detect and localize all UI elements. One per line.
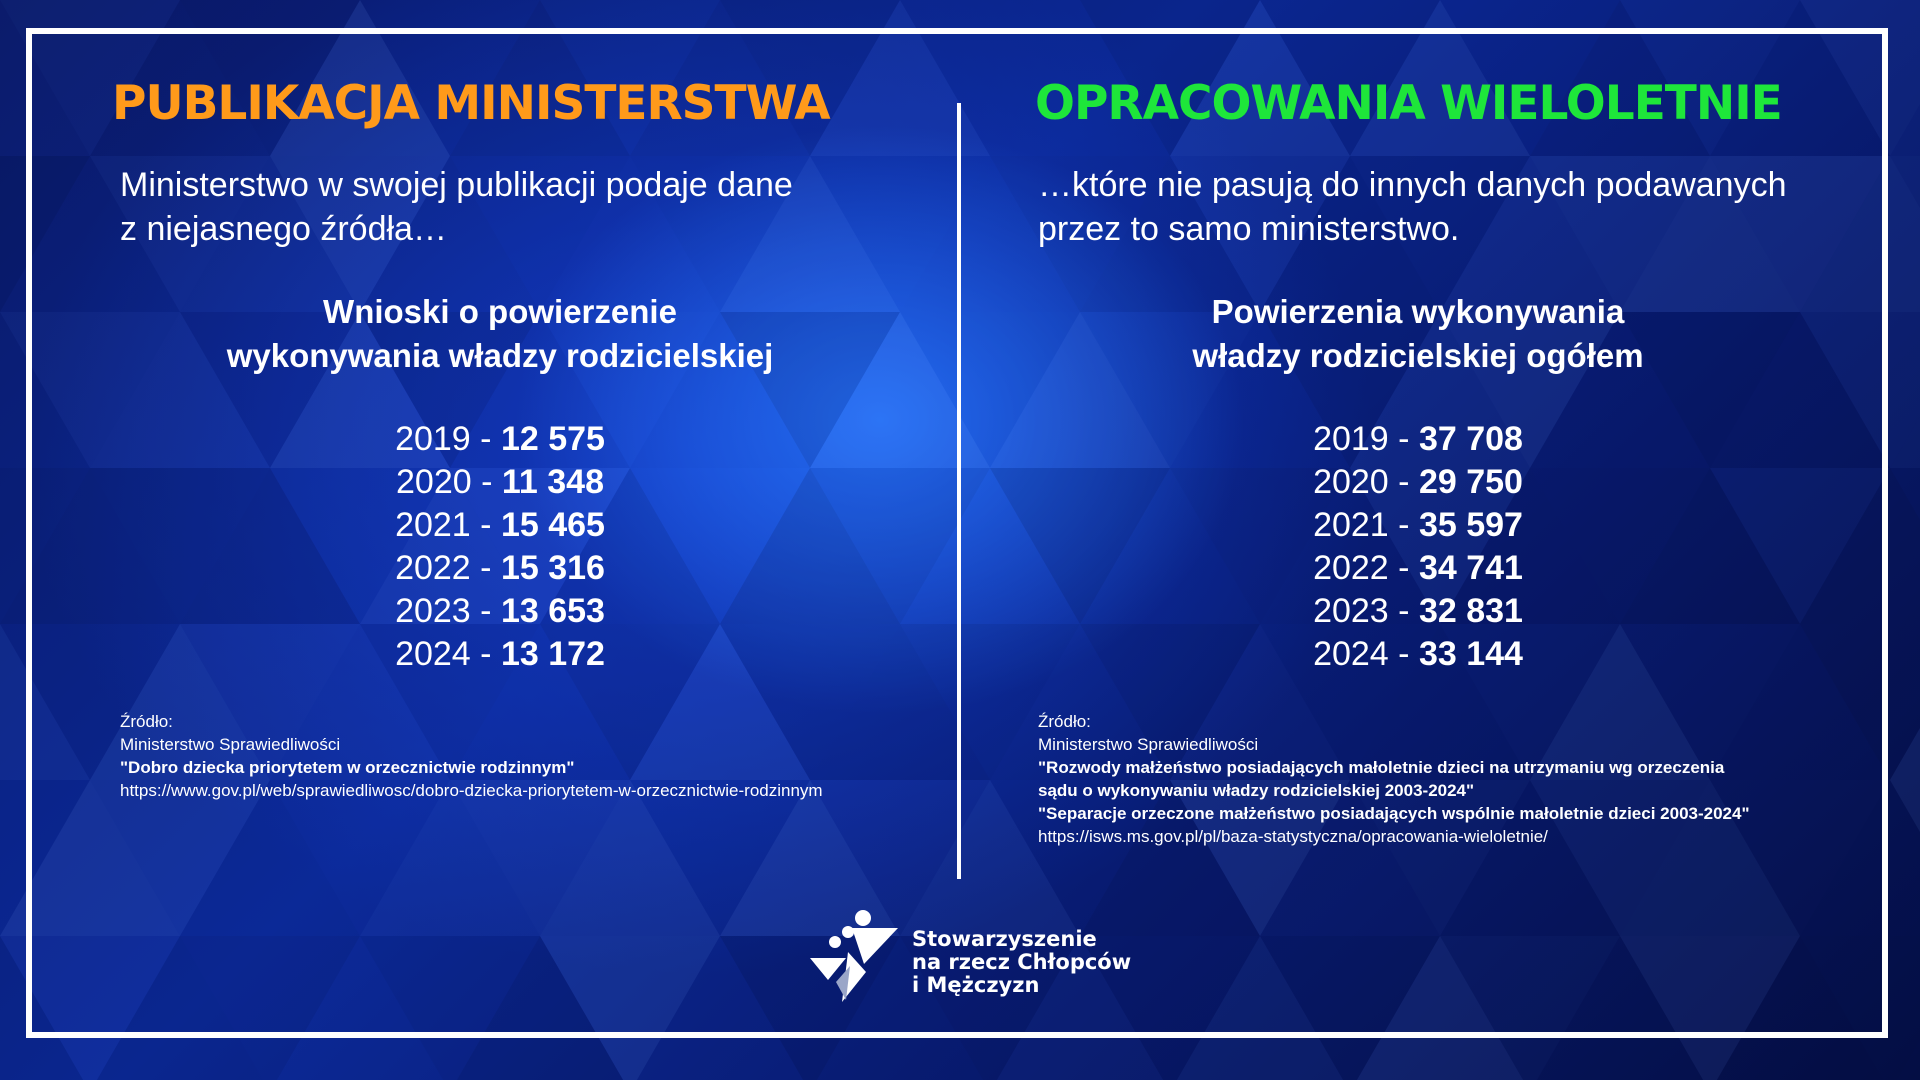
source-url[interactable]: https://isws.ms.gov.pl/pl/baza-statystyczna/opracowania-wieloletnie/ (1038, 827, 1548, 846)
year-row (100, 461, 900, 504)
right-source (1038, 710, 1838, 848)
year-row (1018, 547, 1818, 590)
year-label: 2020 (396, 463, 472, 501)
left-intro (120, 163, 920, 251)
column-divider (957, 103, 961, 879)
source-url[interactable]: https://www.gov.pl/web/sprawiedliwosc/dobro-dziecka-priorytetem-w-orzecznictwie-rodzinnym (120, 781, 823, 800)
year-label: 2023 (395, 592, 471, 630)
year-row (1018, 504, 1818, 547)
year-value: 34 741 (1418, 549, 1523, 587)
year-value: 13 172 (500, 635, 605, 673)
source-title: sądu o wykonywaniu władzy rodzicielskiej 2003-2024" (1038, 781, 1475, 800)
year-row (1018, 418, 1818, 461)
year-value: 33 144 (1418, 635, 1523, 673)
right-intro-line: …które nie pasują do innych danych podawanych (1038, 166, 1787, 204)
year-value: 11 348 (501, 463, 604, 501)
year-row (100, 547, 900, 590)
separator: - (1398, 592, 1410, 630)
left-subtitle-line: Wnioski o powierzenie (323, 293, 677, 330)
source-label: Źródło: (1038, 712, 1091, 731)
year-value: 35 597 (1418, 506, 1523, 544)
separator: - (1398, 635, 1410, 673)
separator: - (1398, 420, 1410, 458)
right-intro-line: przez to samo ministerstwo. (1038, 210, 1460, 248)
separator: - (481, 463, 493, 501)
year-value: 15 316 (500, 549, 605, 587)
year-label: 2019 (1313, 420, 1389, 458)
separator: - (480, 592, 492, 630)
year-row (1018, 461, 1818, 504)
left-intro-line: z niejasnego źródła… (120, 210, 447, 248)
year-row (100, 418, 900, 461)
separator: - (1398, 549, 1410, 587)
year-label: 2021 (1313, 506, 1389, 544)
separator: - (480, 420, 492, 458)
left-subtitle (100, 290, 900, 378)
year-row (100, 504, 900, 547)
year-label: 2022 (1313, 549, 1389, 587)
year-label: 2020 (1313, 463, 1389, 501)
year-label: 2023 (1313, 592, 1389, 630)
year-value: 29 750 (1418, 463, 1523, 501)
source-title: "Separacje orzeczone małżeństwo posiadających wspólnie małoletnie dzieci 2003-2024" (1038, 804, 1750, 823)
source-publisher: Ministerstwo Sprawiedliwości (120, 735, 341, 754)
right-subtitle (1018, 290, 1818, 378)
right-heading: OPRACOWANIA WIELOLETNIE (1035, 76, 1782, 131)
organization-logo-icon (806, 908, 902, 1004)
organization-logo (806, 908, 1132, 1004)
year-row (1018, 633, 1818, 676)
organization-name-line: Stowarzyszenie (912, 927, 1097, 951)
left-heading: PUBLIKACJA MINISTERSTWA (112, 76, 830, 131)
year-value: 13 653 (500, 592, 605, 630)
separator: - (480, 635, 492, 673)
organization-name-line: na rzecz Chłopców (912, 950, 1132, 974)
separator: - (1398, 463, 1410, 501)
year-label: 2019 (395, 420, 471, 458)
left-year-list (100, 418, 900, 676)
source-label: Źródło: (120, 712, 173, 731)
right-year-list (1018, 418, 1818, 676)
organization-name (912, 928, 1172, 997)
year-value: 15 465 (500, 506, 605, 544)
year-value: 37 708 (1418, 420, 1523, 458)
year-row (100, 633, 900, 676)
right-intro (1038, 163, 1838, 251)
year-label: 2024 (1313, 635, 1389, 673)
organization-name-line: i Mężczyzn (912, 973, 1040, 997)
separator: - (480, 549, 492, 587)
right-subtitle-line: Powierzenia wykonywania (1211, 293, 1625, 330)
year-label: 2024 (395, 635, 471, 673)
year-value: 12 575 (500, 420, 605, 458)
source-title: "Rozwody małżeństwo posiadających małoletnie dzieci na utrzymaniu wg orzeczenia (1038, 758, 1725, 777)
separator: - (480, 506, 492, 544)
left-source (120, 710, 920, 802)
left-intro-line: Ministerstwo w swojej publikacji podaje dane (120, 166, 793, 204)
year-label: 2021 (395, 506, 471, 544)
year-row (1018, 590, 1818, 633)
left-subtitle-line: wykonywania władzy rodzicielskiej (226, 337, 774, 374)
source-publisher: Ministerstwo Sprawiedliwości (1038, 735, 1259, 754)
year-label: 2022 (395, 549, 471, 587)
year-value: 32 831 (1418, 592, 1523, 630)
year-row (100, 590, 900, 633)
source-title: "Dobro dziecka priorytetem w orzecznictwie rodzinnym" (120, 758, 575, 777)
separator: - (1398, 506, 1410, 544)
right-subtitle-line: władzy rodzicielskiej ogółem (1192, 337, 1644, 374)
